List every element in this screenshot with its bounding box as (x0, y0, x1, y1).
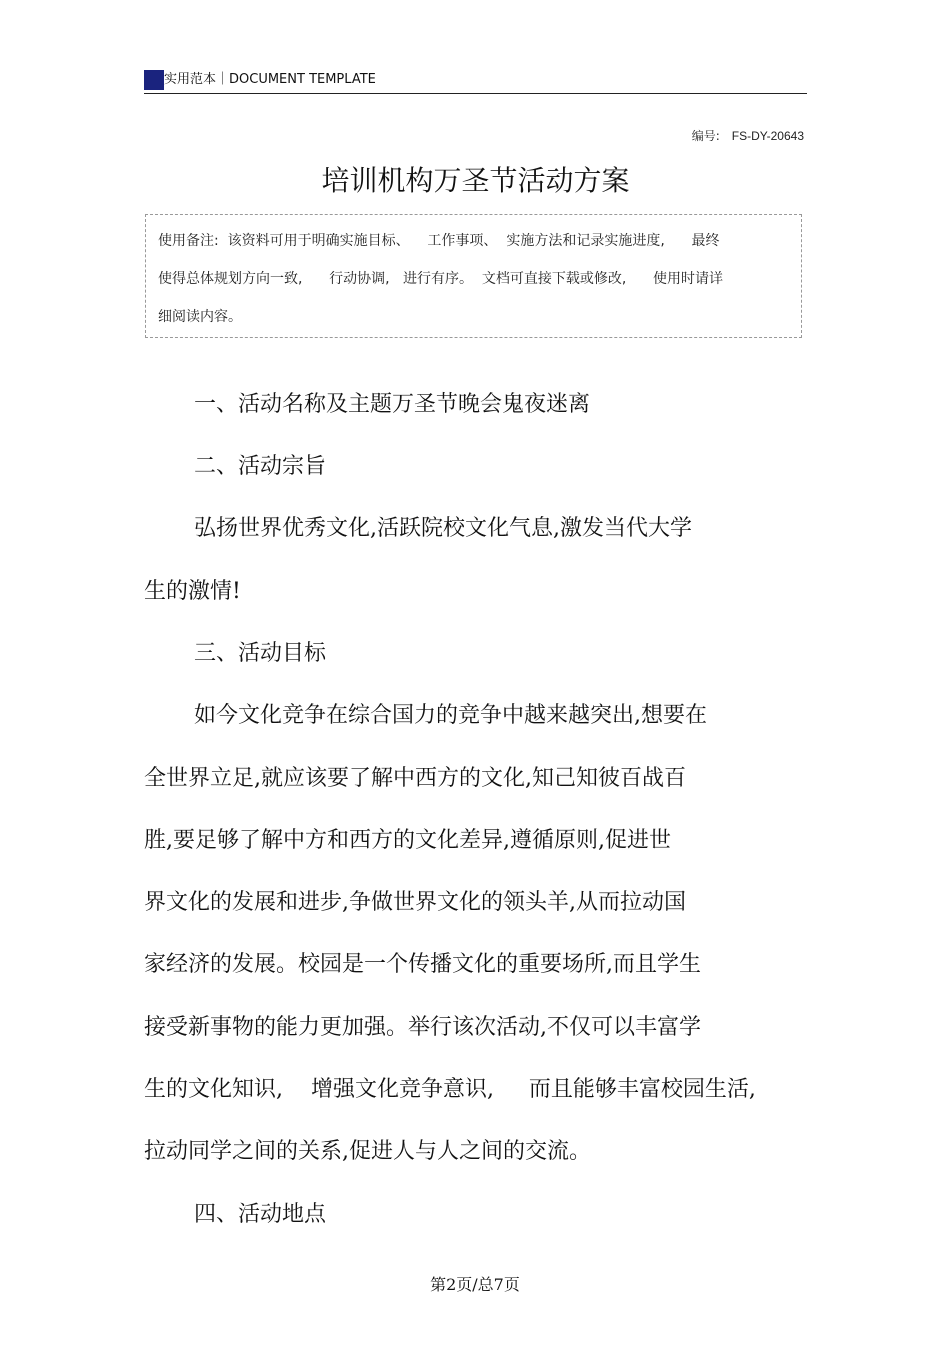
paragraph-line: 如今文化竞争在综合国力的竞争中越来越突出,想要在 (194, 703, 707, 728)
paragraph-line: 界文化的发展和进步,争做世界文化的领头羊,从而拉动国 (144, 890, 686, 915)
document-title: 培训机构万圣节活动方案 (321, 164, 630, 197)
paragraph-line: 拉动同学之间的关系,促进人与人之间的交流。 (144, 1139, 591, 1164)
section-heading-goal: 三、活动目标 (194, 641, 327, 666)
usage-note-box (145, 214, 802, 338)
usage-note-line: 细阅读内容。 (158, 309, 242, 325)
paragraph-line: 全世界立足,就应该要了解中西方的文化,知己知彼百战百 (144, 766, 686, 791)
header-divider (144, 93, 807, 94)
usage-note-line: 使用备注: 该资料可用于明确实施目标、 工作事项、 实施方法和记录实施进度, 最终 (158, 233, 720, 249)
usage-note-line: 使得总体规划方向一致, 行动协调, 进行有序。 文档可直接下载或修改, 使用时请详 (158, 271, 724, 287)
paragraph-line: 弘扬世界优秀文化,活跃院校文化气息,激发当代大学 (194, 516, 692, 541)
page-number: 第2页/总7页 (430, 1275, 520, 1294)
paragraph-line: 胜,要足够了解中方和西方的文化差异,遵循原则,促进世 (144, 828, 671, 853)
document-number (692, 127, 804, 144)
section-heading-name: 一、活动名称及主题万圣节晚会鬼夜迷离 (194, 392, 591, 417)
document-number-label: 编号: (691, 129, 720, 143)
section-heading-location: 四、活动地点 (194, 1202, 327, 1227)
paragraph-line: 接受新事物的能力更加强。举行该次活动,不仅可以丰富学 (144, 1015, 701, 1040)
header-logo-block (144, 70, 164, 90)
section-heading-purpose: 二、活动宗旨 (194, 454, 327, 479)
header-label: 实用范本｜DOCUMENT TEMPLATE (164, 72, 376, 87)
paragraph-line: 家经济的发展。校园是一个传播文化的重要场所,而且学生 (144, 952, 701, 977)
document-number-value: FS-DY-20643 (731, 129, 804, 143)
paragraph-line: 生的激情! (144, 579, 241, 604)
paragraph-line: 生的文化知识, 增强文化竞争意识, 而且能够丰富校园生活, (144, 1077, 756, 1102)
